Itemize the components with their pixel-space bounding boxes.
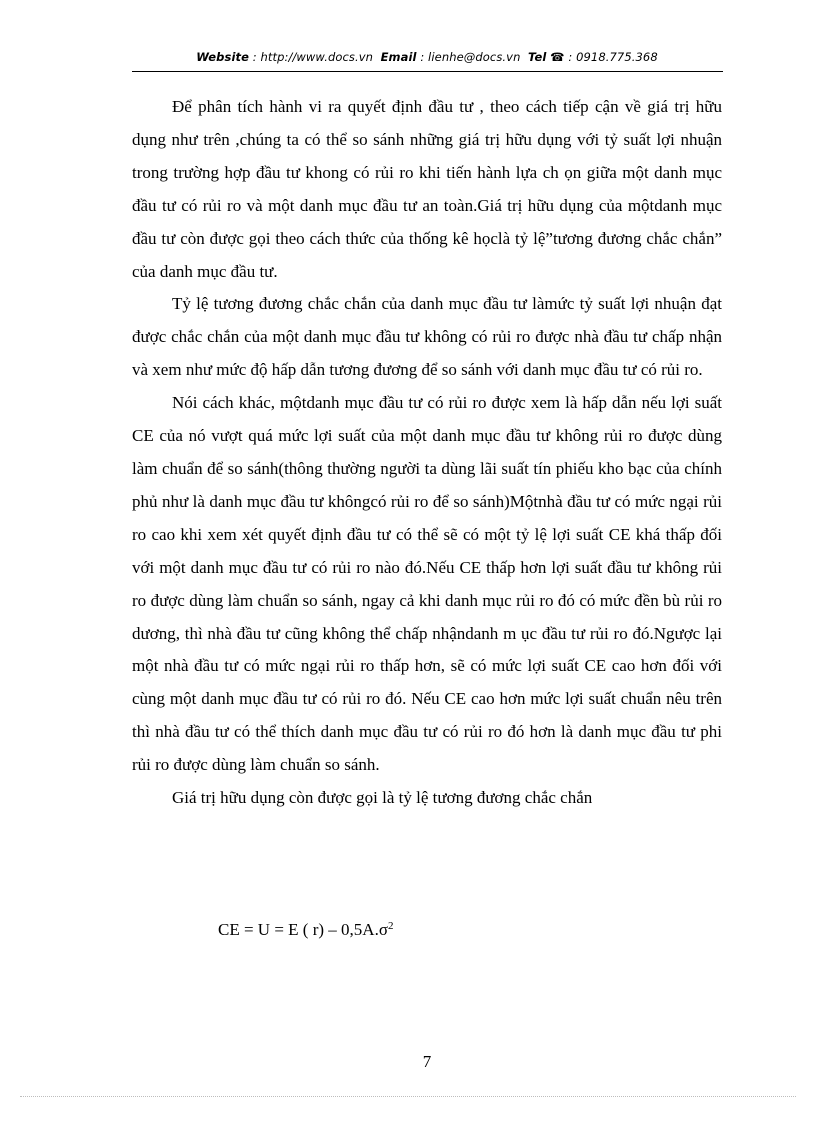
tel-value: ☎ : 0918.775.368	[550, 50, 658, 64]
email-value: : lienhe@docs.vn	[420, 50, 521, 64]
website-value: : http://www.docs.vn	[252, 50, 374, 64]
page-header	[132, 50, 722, 64]
body-text	[132, 91, 722, 815]
formula	[218, 920, 393, 940]
formula-exponent: 2	[387, 920, 394, 932]
paragraph-4: Giá trị hữu dụng còn được gọi là tỷ lệ tương đương chắc chắn	[172, 788, 593, 808]
paragraph-1: Để phân tích hành vi ra quyết định đầu tư , theo cách tiếp cận về giá trị hữu dụng như trên ,chúng ta có thể so sánh những giá trị hữu dụng với tỷ suất lợi nhuận trong trường hợp đầu tư khong có rủi ro khi tiến hành lựa ch ọn giữa một danh mục đầu tư có rủi ro và một danh mục đầu tư an toàn.Giá trị hữu dụng của mộtdanh mục đầu tư còn được gọi theo cách thức của thống kê họclà tỷ lệ”tương đương chắc chắn” của danh mục đầu tư.	[132, 97, 722, 281]
email-label: Email	[380, 50, 417, 64]
header-divider	[132, 71, 723, 72]
paragraph-3: Nói cách khác, mộtdanh mục đầu tư có rủi ro được xem là hấp dẫn nếu lợi suất CE của nó vượt quá mức lợi suất của một danh mục đầu tư không rủi ro được dùng làm chuẩn để so sánh(thông thường người ta dùng lãi suất tín phiếu kho bạc của chính phủ như là danh mục đầu tư khôngcó rủi ro để so sánh)Mộtnhà đầu tư có mức ngại rủi ro cao khi xem xét quyết định đầu tư có thể sẽ có một tỷ lệ lợi suất CE khá thấp đối với một danh mục đầu tư có rủi ro nào đó.Nếu CE thấp hơn lợi suất đầu tư không rủi ro được dùng làm chuẩn so sánh, ngay cả khi danh mục rủi ro đó có mức đền bù rủi ro dương, thì nhà đầu tư cũng không thể chấp nhậndanh m ục đầu tư rủi ro đó.Ngược lại một nhà đầu tư có mức ngại rủi ro thấp hơn, sẽ có mức lợi suất CE cao hơn đối với cùng một danh mục đầu tư có rủi ro đó. Nếu CE cao hơn mức lợi suất chuẩn nêu trên thì nhà đầu tư có thể thích danh mục đầu tư có rủi ro đó hơn là danh mục đầu tư phi rủi ro được dùng làm chuẩn so sánh.	[132, 393, 722, 775]
paragraph-2: Tỷ lệ tương đương chắc chắn của danh mục đầu tư làmức tỷ suất lợi nhuận đạt được chắc chắn của một danh mục đầu tư không có rủi ro được nhà đầu tư chấp nhận và xem như mức độ hấp dẫn tương đương để so sánh với danh mục đầu tư có rủi ro.	[132, 294, 722, 380]
formula-text: CE = U = E ( r) – 0,5A.σ	[218, 920, 388, 939]
website-label: Website	[196, 50, 249, 64]
page-number: 7	[422, 1052, 432, 1071]
tel-label: Tel	[528, 50, 547, 64]
footer-divider	[20, 1096, 796, 1097]
